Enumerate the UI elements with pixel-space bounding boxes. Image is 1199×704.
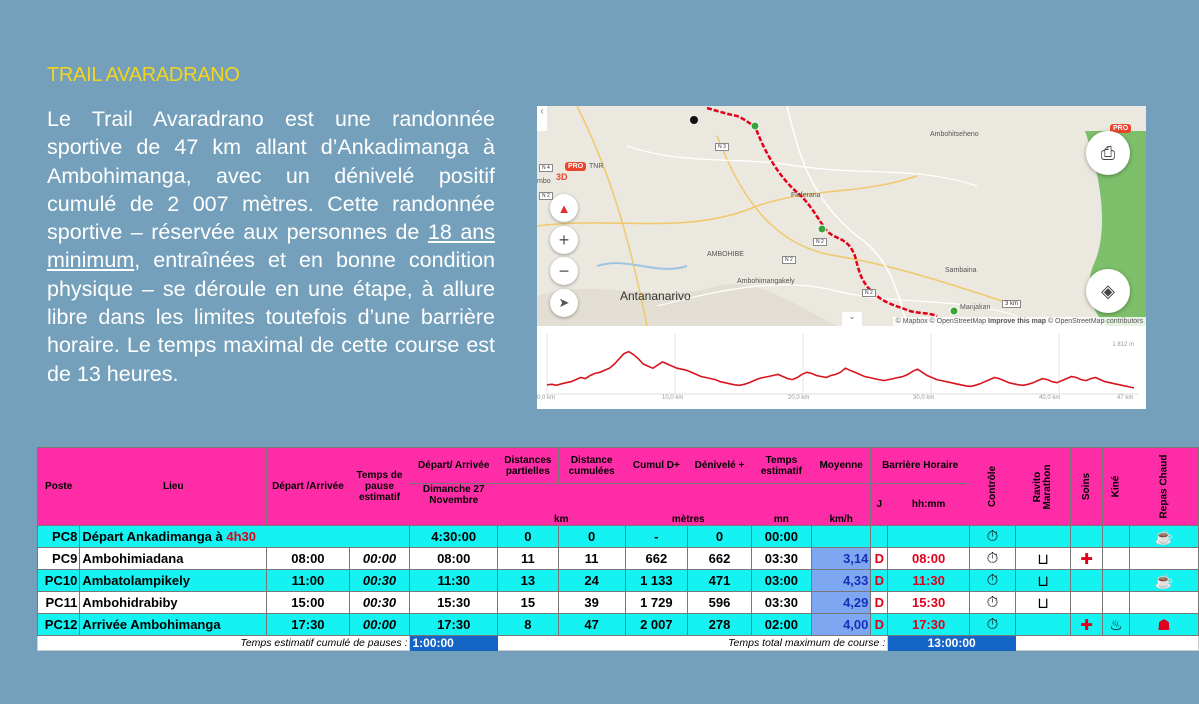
elevation-line [547, 352, 1134, 388]
stopwatch-icon: ⏱ [969, 570, 1015, 592]
header-depart-arrivee: Départ /Arrivée [267, 448, 349, 526]
print-icon[interactable]: ⎙ [1086, 131, 1130, 175]
table-row: PC9 Ambohimiadana 08:00 00:00 08:00 11 11 662 662 03:30 3,14 D 08:00 ⏱ ⊔ ✚ [38, 548, 1199, 570]
header-temps-estimatif: Temps estimatif [751, 448, 811, 484]
hot-meal-icon: ☗ [1129, 614, 1198, 636]
intro-age: 18 ans minimum [47, 220, 495, 273]
header-temps-pause: Temps de pause estimatif [349, 448, 410, 526]
elevation-profile [537, 328, 1146, 409]
map-scale: 3 km [1002, 300, 1021, 308]
footer-pause-value: 1:00:00 [410, 636, 497, 651]
drink-cup-icon: ⊔ [1016, 548, 1071, 570]
table-header-row [38, 448, 1199, 484]
header-ravito: Ravito Marathon [1016, 448, 1071, 526]
pro-badge-right: PRO [1110, 124, 1131, 133]
elevation-tick: 30,0 km [913, 395, 935, 401]
map-label-mbo: mbo [537, 178, 551, 185]
header-metres: mètres [625, 484, 751, 526]
header-cumul-d: Cumul D+ [625, 448, 688, 484]
elevation-tick: 0,0 km [537, 395, 556, 401]
massage-icon: ♨ [1103, 614, 1130, 636]
elevation-tick: 47 km [1117, 395, 1134, 401]
table-row: PC11 Ambohidrabiby 15:00 00:30 15:30 15 39 1 729 596 03:30 4,29 D 15:30 ⏱ ⊔ [38, 592, 1199, 614]
coffee-cup-icon: ☕ [1129, 570, 1198, 592]
first-aid-cross-icon: ✚ [1071, 548, 1103, 570]
header-soins: Soins [1071, 448, 1103, 526]
header-controle: Contrôle [969, 448, 1015, 526]
intro-trail-name: Trail Avaradrano [91, 107, 264, 131]
map-attribution: © Mapbox © OpenStreetMap Improve this map © OpenStreetMap contributors [893, 317, 1146, 326]
collapse-panel-button[interactable]: ‹ [537, 106, 547, 131]
header-kine: Kiné [1103, 448, 1130, 526]
locate-icon[interactable]: ➤ [550, 289, 578, 317]
header-moyenne: Moyenne [811, 448, 870, 484]
header-repas: Repas Chaud [1129, 448, 1198, 526]
expand-chevron-icon[interactable]: ⌄ [842, 312, 862, 326]
stopwatch-icon: ⏱ [969, 526, 1015, 548]
road-tag: N 2 [862, 289, 876, 297]
map-label-ambohibe: AMBOHIBE [707, 251, 744, 258]
table-footer-row [38, 636, 1199, 651]
header-mn: mn [751, 484, 811, 526]
improve-map-link[interactable]: Improve this map [988, 318, 1046, 325]
table-row: PC8 Départ Ankadimanga à 4h30 4:30:00 0 0 - 0 00:00 ⏱ ☕ [38, 526, 1199, 548]
header-barriere: Barrière Horaire [871, 448, 970, 484]
header-j: J [871, 484, 888, 526]
map-label-sambaina: Sambaina [945, 267, 977, 274]
map-label-antananarivo: Antananarivo [620, 289, 691, 303]
intro-max-time: 13 heures. [76, 361, 179, 386]
road-tag: N 2 [782, 256, 796, 264]
zoom-out-button[interactable]: − [550, 257, 578, 285]
intro-elevation: dénivelé positif cumulé de 2 007 mètres [47, 163, 495, 216]
drink-cup-icon: ⊔ [1016, 592, 1071, 614]
map-label-fieferana: Fieferana [791, 192, 821, 199]
table-row: PC10 Ambatolampikely 11:00 00:30 11:30 13 24 1 133 471 03:00 4,33 D 11:30 ⏱ ⊔ ☕ [38, 570, 1199, 592]
road-tag: N 3 [715, 143, 729, 151]
header-lieu: Lieu [80, 448, 267, 526]
header-kmh: km/h [811, 484, 870, 526]
first-aid-cross-icon: ✚ [1071, 614, 1103, 636]
table-row: PC12 Arrivée Ambohimanga 17:30 00:00 17:30 8 47 2 007 278 02:00 4,00 D 17:30 ⏱ ✚ ♨ ☗ [38, 614, 1199, 636]
road-tag: N 2 [813, 238, 827, 246]
elevation-tick: 40,0 km [1039, 395, 1061, 401]
header-km: km [497, 484, 625, 526]
header-hhmm: hh:mm [888, 484, 970, 526]
road-tag: N 4 [539, 164, 553, 172]
intro-paragraph: Le Trail Avaradrano est une randonnée sportive de 47 km allant d’Ankadimanga à Ambohimanga, avec un dénivelé positif cumulé de 2 007 mètres. Cette randonnée sportive – réservée aux personnes de 18 ans minimum, entraînées et en bonne condition physique – se déroule en une étape, à allure libre dans les limites toutefois d’une barrière horaire. Le temps maximal de cette course est de 13 heures. [47, 107, 495, 386]
header-dist-partielles: Distances partielles [497, 448, 558, 484]
header-depart-arrivee2: Départ/ Arrivée [410, 448, 497, 484]
header-dist-cumulees: Distance cumulées [558, 448, 625, 484]
pro-badge: PRO [565, 162, 586, 171]
3d-toggle-button[interactable]: 3D [556, 172, 568, 182]
drink-cup-icon: ⊔ [1016, 570, 1071, 592]
map-label-ambohimangakely: Ambohimangakely [737, 278, 795, 285]
elevation-tick: 10,0 km [662, 395, 684, 401]
footer-max-label: Temps total maximum de course : [497, 636, 887, 651]
elevation-max-label: 1 812 m [1112, 342, 1134, 348]
header-date: Dimanche 27 Novembre [410, 484, 497, 526]
stopwatch-icon: ⏱ [969, 548, 1015, 570]
layers-icon[interactable]: ◈ [1086, 269, 1130, 313]
header-denivele: Dénivelé + [688, 448, 752, 484]
map-label-tnr: TNR [589, 163, 604, 170]
intro-distance: 47 km [174, 135, 242, 160]
road-tag: N 2 [539, 192, 553, 200]
schedule-table [37, 447, 1199, 651]
page-title: TRAIL AVARADRANO [47, 64, 240, 86]
stopwatch-icon: ⏱ [969, 592, 1015, 614]
header-poste: Poste [38, 448, 80, 526]
elevation-tick: 20,0 km [788, 395, 810, 401]
route-map[interactable] [537, 106, 1146, 326]
footer-pause-label: Temps estimatif cumulé de pauses : [38, 636, 410, 651]
stopwatch-icon: ⏱ [969, 614, 1015, 636]
footer-max-value: 13:00:00 [888, 636, 1016, 651]
map-panel [537, 106, 1146, 409]
map-label-manjakan: Manjakan [960, 304, 991, 311]
zoom-in-button[interactable]: + [550, 226, 578, 254]
compass-icon[interactable]: ▲ [550, 194, 578, 222]
map-label-ambohitseheno: Ambohitseheno [930, 131, 979, 138]
coffee-cup-icon: ☕ [1129, 526, 1198, 548]
